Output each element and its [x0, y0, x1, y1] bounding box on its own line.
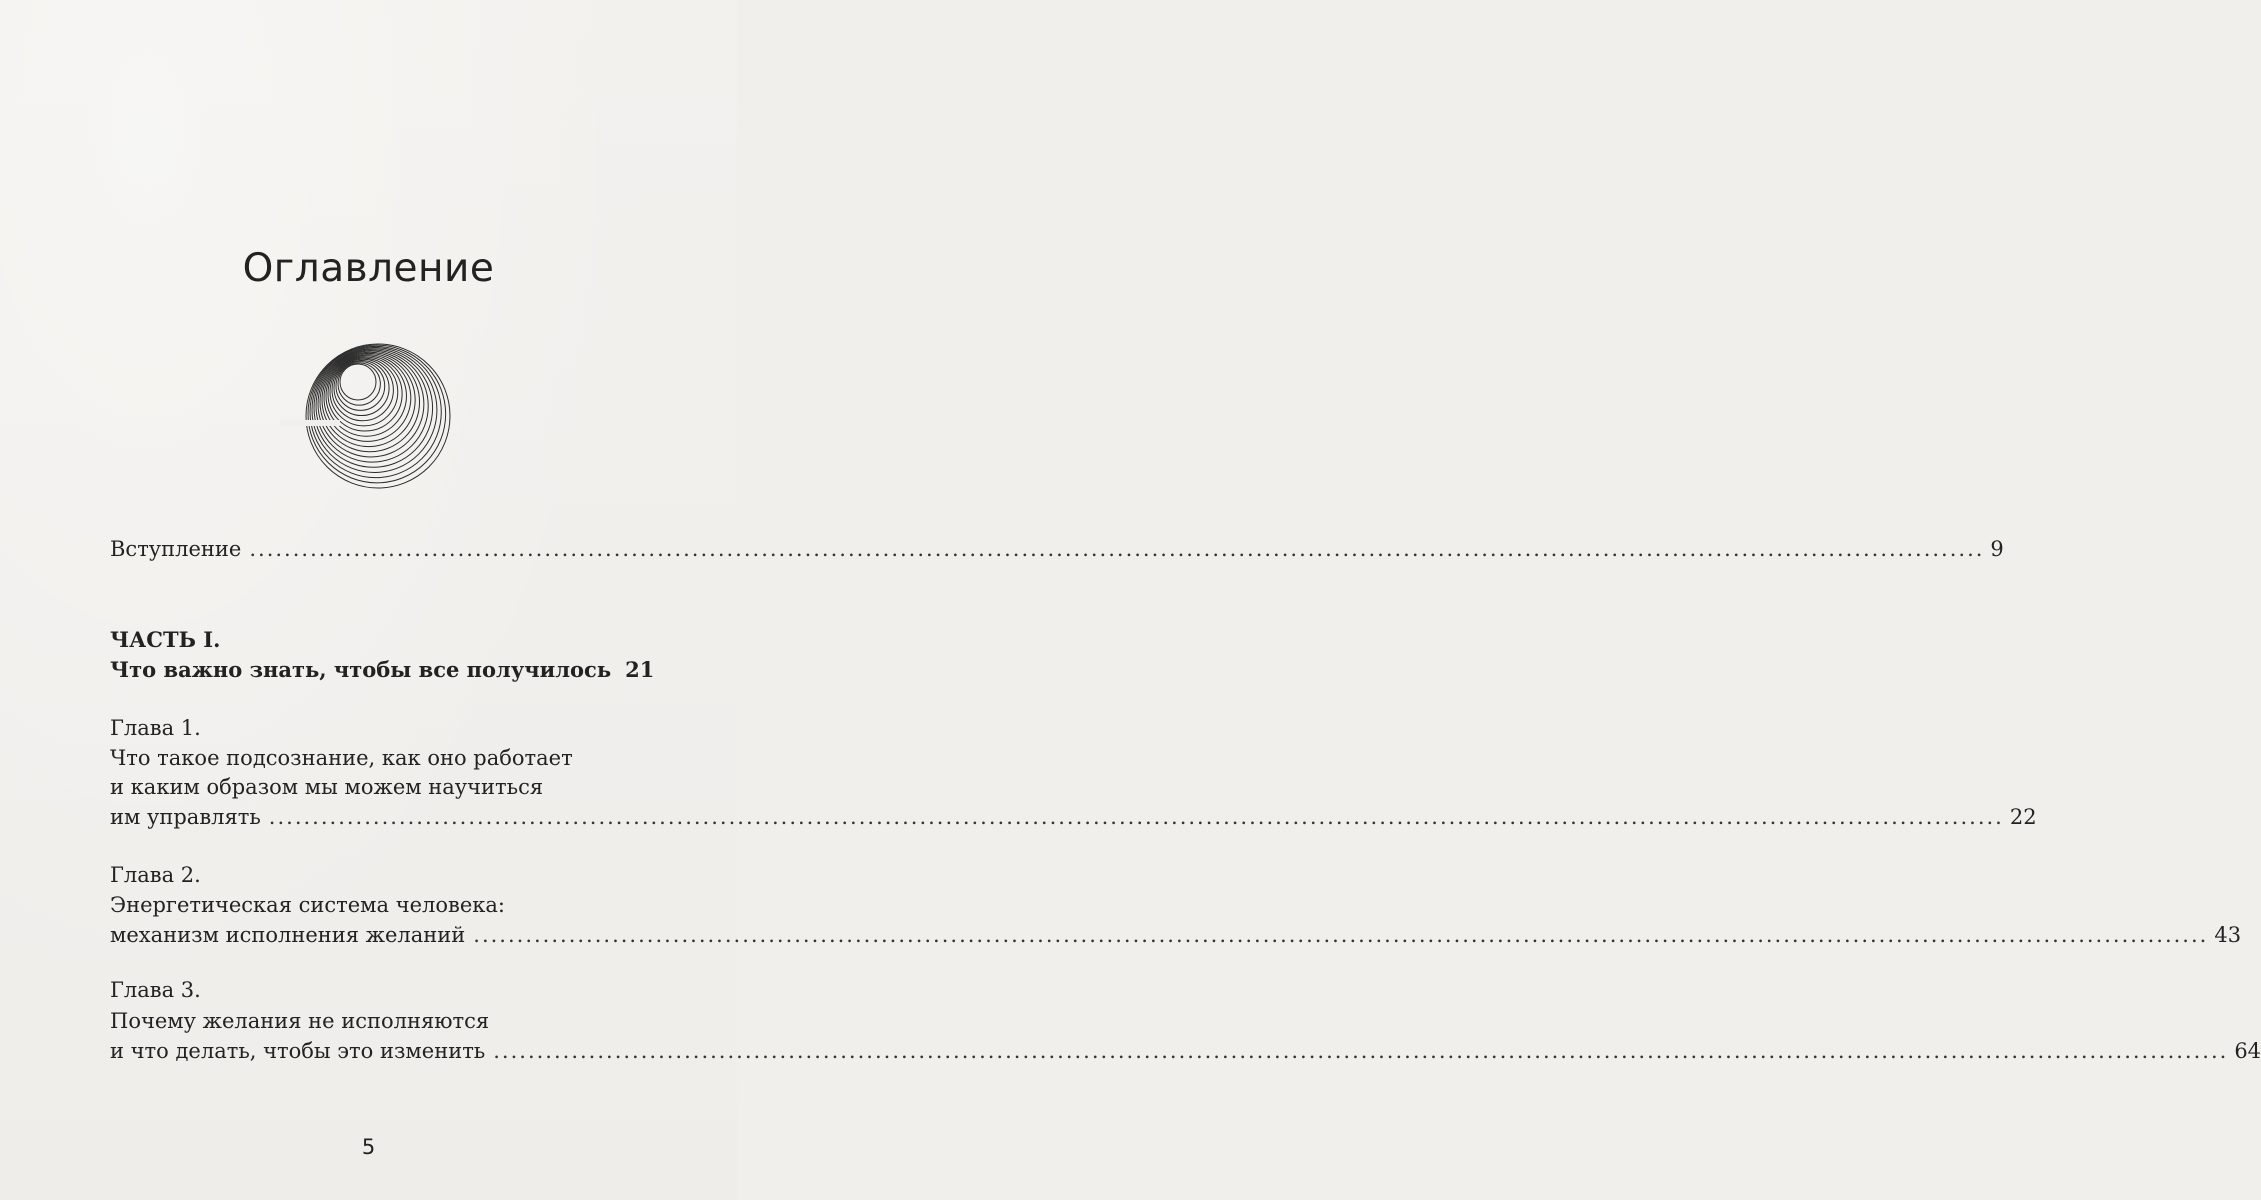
toc-leader-dots: ........................................................................................................................................................................................................ [473, 923, 2209, 947]
toc-entry-label: механизм исполнения желаний [110, 923, 466, 947]
toc-entry-label: Что важно знать, чтобы все получилось [110, 657, 612, 682]
toc-entry-page: 43 [2214, 923, 2242, 947]
toc-chapter-heading: Глава 3. [110, 978, 201, 1002]
spiral-gap [280, 420, 340, 426]
toc-entry-chapter-1[interactable] [110, 802, 2037, 832]
page-number: 5 [361, 1135, 376, 1159]
toc-chapter-title-line: Энергетическая система человека: [110, 893, 505, 917]
spiral-ring [334, 360, 389, 415]
concentric-spiral-ornament-icon [280, 334, 480, 494]
toc-entry-chapter-3[interactable] [110, 1036, 2261, 1066]
toc-chapter-heading: Глава 1. [110, 716, 201, 740]
toc-chapter-title-line: Что такое подсознание, как оно работает [110, 746, 573, 770]
toc-entry-intro[interactable] [110, 534, 2004, 564]
toc-entry-page: 64 [2234, 1039, 2261, 1063]
page-title: Оглавление [242, 246, 495, 291]
toc-entry-page: 22 [2009, 805, 2037, 829]
toc-entry-page: 21 [625, 657, 655, 682]
toc-chapter-title-line: и каким образом мы можем научиться [110, 775, 544, 799]
toc-chapter-title-line: Почему желания не исполняются [110, 1009, 490, 1033]
toc-part-heading: ЧАСТЬ I. [110, 627, 221, 652]
toc-entry-page: 9 [1990, 537, 2004, 561]
toc-leader-dots: ........................................................................................................................................................................................................ [249, 537, 1985, 561]
toc-chapter-heading: Глава 2. [110, 863, 201, 887]
spiral-ring [340, 364, 376, 400]
toc-entry-label: Вступление [110, 537, 242, 561]
toc-entry-chapter-2[interactable] [110, 920, 2242, 950]
spiral-ring [328, 357, 402, 431]
toc-entry-label: им управлять [110, 805, 261, 829]
toc-entry-label: и что делать, чтобы это изменить [110, 1039, 486, 1063]
spiral-ring [336, 362, 385, 411]
toc-leader-dots: ........................................................................................................................................................................................................ [493, 1039, 2229, 1063]
spiral-ring [338, 363, 380, 405]
toc-leader-dots: ........................................................................................................................................................................................................ [268, 805, 2004, 829]
toc-entry-part1[interactable] [110, 655, 654, 685]
